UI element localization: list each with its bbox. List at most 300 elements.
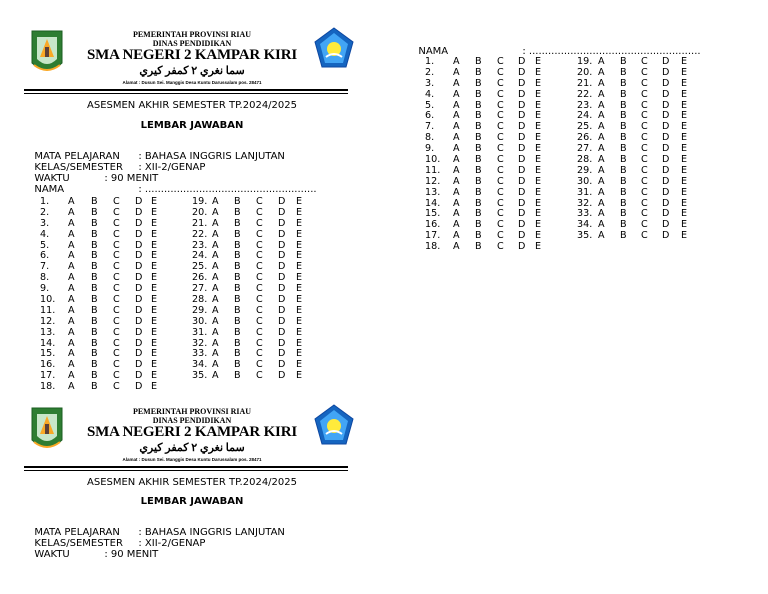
choice-c[interactable]: C bbox=[641, 230, 648, 242]
choice-d[interactable]: D bbox=[662, 175, 670, 187]
choice-a[interactable]: A bbox=[68, 283, 75, 295]
choice-a[interactable]: A bbox=[598, 132, 605, 144]
choice-e[interactable]: E bbox=[681, 99, 688, 111]
choice-b[interactable]: B bbox=[91, 206, 98, 218]
choice-c[interactable]: C bbox=[113, 217, 120, 229]
choice-c[interactable]: C bbox=[641, 110, 648, 122]
choice-a[interactable]: A bbox=[598, 77, 605, 89]
choice-d[interactable]: D bbox=[135, 250, 143, 262]
choice-e[interactable]: E bbox=[151, 261, 158, 273]
choice-d[interactable]: D bbox=[662, 230, 670, 242]
choice-a[interactable]: A bbox=[453, 219, 460, 231]
choice-b[interactable]: B bbox=[620, 197, 627, 209]
choice-c[interactable]: C bbox=[497, 175, 504, 187]
choice-d[interactable]: D bbox=[135, 359, 143, 371]
choice-d[interactable]: D bbox=[278, 250, 286, 262]
choice-d[interactable]: D bbox=[278, 326, 286, 338]
choice-e[interactable]: E bbox=[535, 164, 542, 176]
choice-d[interactable]: D bbox=[278, 283, 286, 295]
choice-d[interactable]: D bbox=[278, 228, 286, 240]
choice-d[interactable]: D bbox=[518, 197, 526, 209]
choice-a[interactable]: A bbox=[212, 359, 219, 371]
choice-c[interactable]: C bbox=[256, 315, 263, 327]
choice-d[interactable]: D bbox=[278, 348, 286, 360]
choice-e[interactable]: E bbox=[535, 56, 542, 67]
choice-d[interactable]: D bbox=[662, 66, 670, 78]
choice-e[interactable]: E bbox=[535, 99, 542, 111]
choice-b[interactable]: B bbox=[475, 132, 482, 144]
choice-b[interactable]: B bbox=[234, 359, 241, 371]
choice-a[interactable]: A bbox=[212, 283, 219, 295]
choice-d[interactable]: D bbox=[518, 66, 526, 78]
choice-d[interactable]: D bbox=[518, 208, 526, 220]
choice-c[interactable]: C bbox=[113, 337, 120, 349]
choice-c[interactable]: C bbox=[641, 77, 648, 89]
choice-d[interactable]: D bbox=[662, 56, 670, 67]
choice-b[interactable]: B bbox=[234, 348, 241, 360]
choice-e[interactable]: E bbox=[535, 175, 542, 187]
choice-b[interactable]: B bbox=[91, 250, 98, 262]
choice-a[interactable]: A bbox=[212, 294, 219, 306]
choice-d[interactable]: D bbox=[278, 359, 286, 371]
choice-e[interactable]: E bbox=[681, 56, 688, 67]
choice-c[interactable]: C bbox=[256, 348, 263, 360]
choice-e[interactable]: E bbox=[151, 206, 158, 218]
choice-b[interactable]: B bbox=[475, 197, 482, 209]
choice-e[interactable]: E bbox=[296, 261, 303, 273]
choice-b[interactable]: B bbox=[234, 228, 241, 240]
choice-a[interactable]: A bbox=[68, 337, 75, 349]
choice-a[interactable]: A bbox=[453, 66, 460, 78]
choice-a[interactable]: A bbox=[598, 121, 605, 133]
choice-a[interactable]: A bbox=[453, 197, 460, 209]
choice-d[interactable]: D bbox=[135, 337, 143, 349]
choice-e[interactable]: E bbox=[296, 272, 303, 284]
choice-c[interactable]: C bbox=[641, 208, 648, 220]
choice-c[interactable]: C bbox=[641, 56, 648, 67]
choice-d[interactable]: D bbox=[662, 99, 670, 111]
choice-e[interactable]: E bbox=[535, 77, 542, 89]
choice-c[interactable]: C bbox=[113, 348, 120, 360]
choice-b[interactable]: B bbox=[475, 88, 482, 100]
choice-e[interactable]: E bbox=[535, 132, 542, 144]
choice-a[interactable]: A bbox=[598, 56, 605, 67]
choice-a[interactable]: A bbox=[598, 99, 605, 111]
choice-a[interactable]: A bbox=[453, 186, 460, 198]
choice-e[interactable]: E bbox=[535, 230, 542, 242]
choice-e[interactable]: E bbox=[535, 197, 542, 209]
choice-c[interactable]: C bbox=[113, 228, 120, 240]
choice-e[interactable]: E bbox=[296, 337, 303, 349]
choice-b[interactable]: B bbox=[620, 99, 627, 111]
choice-c[interactable]: C bbox=[641, 197, 648, 209]
choice-b[interactable]: B bbox=[620, 132, 627, 144]
choice-b[interactable]: B bbox=[620, 208, 627, 220]
choice-b[interactable]: B bbox=[620, 56, 627, 67]
choice-c[interactable]: C bbox=[497, 186, 504, 198]
choice-c[interactable]: C bbox=[256, 217, 263, 229]
choice-d[interactable]: D bbox=[662, 186, 670, 198]
choice-e[interactable]: E bbox=[681, 175, 688, 187]
choice-a[interactable]: A bbox=[598, 88, 605, 100]
choice-c[interactable]: C bbox=[113, 326, 120, 338]
choice-e[interactable]: E bbox=[296, 228, 303, 240]
choice-d[interactable]: D bbox=[518, 77, 526, 89]
choice-d[interactable]: D bbox=[662, 154, 670, 166]
choice-c[interactable]: C bbox=[641, 164, 648, 176]
choice-a[interactable]: A bbox=[453, 88, 460, 100]
choice-d[interactable]: D bbox=[518, 175, 526, 187]
choice-b[interactable]: B bbox=[234, 206, 241, 218]
choice-d[interactable]: D bbox=[518, 219, 526, 231]
choice-b[interactable]: B bbox=[91, 261, 98, 273]
choice-c[interactable]: C bbox=[256, 272, 263, 284]
choice-d[interactable]: D bbox=[278, 272, 286, 284]
choice-e[interactable]: E bbox=[681, 132, 688, 144]
choice-b[interactable]: B bbox=[620, 143, 627, 155]
choice-a[interactable]: A bbox=[598, 186, 605, 198]
choice-c[interactable]: C bbox=[641, 186, 648, 198]
choice-b[interactable]: B bbox=[620, 186, 627, 198]
choice-c[interactable]: C bbox=[256, 261, 263, 273]
choice-e[interactable]: E bbox=[535, 143, 542, 155]
choice-e[interactable]: E bbox=[296, 196, 303, 207]
choice-e[interactable]: E bbox=[151, 272, 158, 284]
choice-c[interactable]: C bbox=[113, 315, 120, 327]
choice-e[interactable]: E bbox=[681, 66, 688, 78]
choice-b[interactable]: B bbox=[234, 196, 241, 207]
choice-a[interactable]: A bbox=[68, 261, 75, 273]
choice-e[interactable]: E bbox=[296, 304, 303, 316]
choice-b[interactable]: B bbox=[620, 88, 627, 100]
choice-a[interactable]: A bbox=[453, 154, 460, 166]
choice-a[interactable]: A bbox=[212, 217, 219, 229]
choice-e[interactable]: E bbox=[296, 206, 303, 218]
choice-c[interactable]: C bbox=[113, 250, 120, 262]
choice-c[interactable]: C bbox=[256, 228, 263, 240]
choice-a[interactable]: A bbox=[212, 239, 219, 251]
choice-c[interactable]: C bbox=[641, 219, 648, 231]
choice-a[interactable]: A bbox=[453, 110, 460, 122]
choice-d[interactable]: D bbox=[135, 239, 143, 251]
choice-c[interactable]: C bbox=[256, 206, 263, 218]
choice-b[interactable]: B bbox=[91, 370, 98, 382]
choice-d[interactable]: D bbox=[135, 217, 143, 229]
choice-e[interactable]: E bbox=[151, 315, 158, 327]
choice-b[interactable]: B bbox=[475, 154, 482, 166]
choice-d[interactable]: D bbox=[135, 370, 143, 382]
choice-b[interactable]: B bbox=[91, 283, 98, 295]
choice-a[interactable]: A bbox=[68, 228, 75, 240]
choice-d[interactable]: D bbox=[662, 197, 670, 209]
choice-e[interactable]: E bbox=[151, 283, 158, 295]
choice-b[interactable]: B bbox=[620, 175, 627, 187]
choice-e[interactable]: E bbox=[151, 381, 158, 393]
choice-c[interactable]: C bbox=[113, 359, 120, 371]
choice-a[interactable]: A bbox=[212, 304, 219, 316]
choice-a[interactable]: A bbox=[68, 359, 75, 371]
choice-e[interactable]: E bbox=[296, 294, 303, 306]
choice-b[interactable]: B bbox=[91, 217, 98, 229]
choice-e[interactable]: E bbox=[296, 326, 303, 338]
choice-d[interactable]: D bbox=[135, 381, 143, 393]
choice-d[interactable]: D bbox=[278, 304, 286, 316]
choice-d[interactable]: D bbox=[518, 154, 526, 166]
choice-e[interactable]: E bbox=[296, 359, 303, 371]
choice-b[interactable]: B bbox=[475, 175, 482, 187]
choice-c[interactable]: C bbox=[641, 121, 648, 133]
choice-e[interactable]: E bbox=[151, 239, 158, 251]
choice-b[interactable]: B bbox=[234, 315, 241, 327]
choice-b[interactable]: B bbox=[475, 66, 482, 78]
choice-a[interactable]: A bbox=[598, 175, 605, 187]
choice-c[interactable]: C bbox=[113, 196, 120, 207]
choice-d[interactable]: D bbox=[518, 56, 526, 67]
choice-c[interactable]: C bbox=[113, 370, 120, 382]
choice-e[interactable]: E bbox=[535, 208, 542, 220]
choice-c[interactable]: C bbox=[497, 110, 504, 122]
choice-b[interactable]: B bbox=[234, 294, 241, 306]
choice-e[interactable]: E bbox=[535, 66, 542, 78]
choice-b[interactable]: B bbox=[475, 121, 482, 133]
choice-a[interactable]: A bbox=[212, 326, 219, 338]
choice-a[interactable]: A bbox=[598, 110, 605, 122]
choice-a[interactable]: A bbox=[212, 228, 219, 240]
choice-c[interactable]: C bbox=[497, 66, 504, 78]
choice-a[interactable]: A bbox=[212, 370, 219, 382]
choice-b[interactable]: B bbox=[620, 164, 627, 176]
choice-d[interactable]: D bbox=[135, 315, 143, 327]
choice-b[interactable]: B bbox=[620, 219, 627, 231]
choice-d[interactable]: D bbox=[278, 337, 286, 349]
choice-e[interactable]: E bbox=[681, 121, 688, 133]
choice-e[interactable]: E bbox=[681, 164, 688, 176]
choice-a[interactable]: A bbox=[68, 381, 75, 393]
choice-b[interactable]: B bbox=[234, 283, 241, 295]
choice-c[interactable]: C bbox=[497, 219, 504, 231]
choice-c[interactable]: C bbox=[497, 208, 504, 220]
choice-b[interactable]: B bbox=[91, 359, 98, 371]
choice-d[interactable]: D bbox=[662, 219, 670, 231]
choice-d[interactable]: D bbox=[135, 326, 143, 338]
choice-e[interactable]: E bbox=[681, 154, 688, 166]
choice-a[interactable]: A bbox=[68, 217, 75, 229]
choice-a[interactable]: A bbox=[598, 197, 605, 209]
choice-a[interactable]: A bbox=[598, 66, 605, 78]
choice-d[interactable]: D bbox=[135, 196, 143, 207]
choice-d[interactable]: D bbox=[662, 132, 670, 144]
choice-b[interactable]: B bbox=[91, 239, 98, 251]
choice-e[interactable]: E bbox=[296, 348, 303, 360]
choice-b[interactable]: B bbox=[91, 294, 98, 306]
choice-e[interactable]: E bbox=[535, 88, 542, 100]
choice-a[interactable]: A bbox=[212, 206, 219, 218]
choice-e[interactable]: E bbox=[535, 241, 542, 253]
choice-a[interactable]: A bbox=[453, 241, 460, 253]
choice-c[interactable]: C bbox=[113, 283, 120, 295]
choice-d[interactable]: D bbox=[662, 143, 670, 155]
choice-c[interactable]: C bbox=[256, 196, 263, 207]
choice-d[interactable]: D bbox=[135, 206, 143, 218]
choice-b[interactable]: B bbox=[91, 272, 98, 284]
choice-a[interactable]: A bbox=[453, 56, 460, 67]
choice-a[interactable]: A bbox=[68, 370, 75, 382]
choice-c[interactable]: C bbox=[113, 206, 120, 218]
choice-a[interactable]: A bbox=[598, 164, 605, 176]
choice-d[interactable]: D bbox=[518, 164, 526, 176]
choice-d[interactable]: D bbox=[518, 132, 526, 144]
choice-e[interactable]: E bbox=[535, 219, 542, 231]
choice-c[interactable]: C bbox=[113, 304, 120, 316]
choice-b[interactable]: B bbox=[620, 230, 627, 242]
choice-c[interactable]: C bbox=[113, 294, 120, 306]
choice-b[interactable]: B bbox=[234, 217, 241, 229]
choice-a[interactable]: A bbox=[598, 143, 605, 155]
choice-b[interactable]: B bbox=[620, 121, 627, 133]
choice-a[interactable]: A bbox=[453, 164, 460, 176]
choice-a[interactable]: A bbox=[68, 348, 75, 360]
choice-b[interactable]: B bbox=[91, 196, 98, 207]
choice-e[interactable]: E bbox=[681, 143, 688, 155]
choice-c[interactable]: C bbox=[497, 99, 504, 111]
choice-b[interactable]: B bbox=[234, 370, 241, 382]
choice-d[interactable]: D bbox=[518, 241, 526, 253]
choice-c[interactable]: C bbox=[497, 121, 504, 133]
choice-d[interactable]: D bbox=[278, 196, 286, 207]
choice-a[interactable]: A bbox=[598, 219, 605, 231]
choice-b[interactable]: B bbox=[620, 66, 627, 78]
choice-c[interactable]: C bbox=[641, 88, 648, 100]
choice-a[interactable]: A bbox=[453, 175, 460, 187]
choice-e[interactable]: E bbox=[296, 250, 303, 262]
choice-b[interactable]: B bbox=[91, 326, 98, 338]
choice-a[interactable]: A bbox=[212, 337, 219, 349]
choice-e[interactable]: E bbox=[151, 370, 158, 382]
choice-a[interactable]: A bbox=[598, 208, 605, 220]
choice-e[interactable]: E bbox=[151, 304, 158, 316]
choice-c[interactable]: C bbox=[256, 294, 263, 306]
choice-d[interactable]: D bbox=[662, 164, 670, 176]
choice-a[interactable]: A bbox=[453, 132, 460, 144]
choice-a[interactable]: A bbox=[68, 294, 75, 306]
choice-c[interactable]: C bbox=[497, 56, 504, 67]
choice-c[interactable]: C bbox=[641, 143, 648, 155]
choice-e[interactable]: E bbox=[535, 121, 542, 133]
choice-b[interactable]: B bbox=[91, 315, 98, 327]
choice-b[interactable]: B bbox=[620, 110, 627, 122]
choice-c[interactable]: C bbox=[497, 241, 504, 253]
choice-b[interactable]: B bbox=[475, 99, 482, 111]
choice-c[interactable]: C bbox=[497, 88, 504, 100]
choice-a[interactable]: A bbox=[68, 250, 75, 262]
choice-e[interactable]: E bbox=[296, 370, 303, 382]
choice-d[interactable]: D bbox=[135, 294, 143, 306]
choice-c[interactable]: C bbox=[113, 261, 120, 273]
choice-c[interactable]: C bbox=[641, 175, 648, 187]
choice-b[interactable]: B bbox=[234, 250, 241, 262]
choice-b[interactable]: B bbox=[475, 230, 482, 242]
choice-c[interactable]: C bbox=[256, 283, 263, 295]
choice-d[interactable]: D bbox=[278, 217, 286, 229]
choice-b[interactable]: B bbox=[234, 239, 241, 251]
choice-c[interactable]: C bbox=[641, 154, 648, 166]
choice-b[interactable]: B bbox=[620, 154, 627, 166]
choice-e[interactable]: E bbox=[151, 217, 158, 229]
choice-e[interactable]: E bbox=[151, 359, 158, 371]
choice-e[interactable]: E bbox=[296, 239, 303, 251]
choice-d[interactable]: D bbox=[518, 99, 526, 111]
choice-e[interactable]: E bbox=[535, 110, 542, 122]
choice-c[interactable]: C bbox=[641, 99, 648, 111]
choice-c[interactable]: C bbox=[641, 66, 648, 78]
choice-c[interactable]: C bbox=[256, 239, 263, 251]
choice-b[interactable]: B bbox=[234, 272, 241, 284]
choice-a[interactable]: A bbox=[68, 206, 75, 218]
choice-a[interactable]: A bbox=[598, 230, 605, 242]
choice-e[interactable]: E bbox=[296, 315, 303, 327]
choice-a[interactable]: A bbox=[68, 239, 75, 251]
choice-a[interactable]: A bbox=[212, 272, 219, 284]
choice-d[interactable]: D bbox=[135, 261, 143, 273]
choice-e[interactable]: E bbox=[296, 217, 303, 229]
choice-d[interactable]: D bbox=[135, 283, 143, 295]
choice-c[interactable]: C bbox=[113, 272, 120, 284]
choice-e[interactable]: E bbox=[296, 283, 303, 295]
choice-e[interactable]: E bbox=[151, 294, 158, 306]
choice-d[interactable]: D bbox=[278, 239, 286, 251]
choice-a[interactable]: A bbox=[212, 196, 219, 207]
choice-e[interactable]: E bbox=[151, 228, 158, 240]
choice-c[interactable]: C bbox=[497, 230, 504, 242]
choice-b[interactable]: B bbox=[91, 304, 98, 316]
choice-b[interactable]: B bbox=[91, 228, 98, 240]
choice-e[interactable]: E bbox=[151, 337, 158, 349]
choice-a[interactable]: A bbox=[212, 315, 219, 327]
choice-b[interactable]: B bbox=[234, 261, 241, 273]
choice-d[interactable]: D bbox=[518, 88, 526, 100]
choice-c[interactable]: C bbox=[497, 154, 504, 166]
choice-c[interactable]: C bbox=[256, 304, 263, 316]
choice-a[interactable]: A bbox=[68, 304, 75, 316]
choice-a[interactable]: A bbox=[68, 315, 75, 327]
choice-d[interactable]: D bbox=[662, 208, 670, 220]
choice-d[interactable]: D bbox=[278, 261, 286, 273]
choice-e[interactable]: E bbox=[681, 88, 688, 100]
choice-d[interactable]: D bbox=[518, 230, 526, 242]
choice-e[interactable]: E bbox=[681, 208, 688, 220]
choice-b[interactable]: B bbox=[475, 208, 482, 220]
choice-d[interactable]: D bbox=[662, 110, 670, 122]
choice-e[interactable]: E bbox=[681, 219, 688, 231]
choice-e[interactable]: E bbox=[151, 348, 158, 360]
choice-e[interactable]: E bbox=[681, 186, 688, 198]
choice-a[interactable]: A bbox=[212, 261, 219, 273]
choice-c[interactable]: C bbox=[113, 381, 120, 393]
choice-c[interactable]: C bbox=[256, 326, 263, 338]
choice-e[interactable]: E bbox=[681, 110, 688, 122]
choice-b[interactable]: B bbox=[234, 337, 241, 349]
choice-c[interactable]: C bbox=[497, 132, 504, 144]
choice-a[interactable]: A bbox=[68, 272, 75, 284]
choice-b[interactable]: B bbox=[91, 348, 98, 360]
choice-e[interactable]: E bbox=[151, 196, 158, 207]
choice-a[interactable]: A bbox=[453, 99, 460, 111]
choice-d[interactable]: D bbox=[278, 315, 286, 327]
choice-a[interactable]: A bbox=[598, 154, 605, 166]
choice-d[interactable]: D bbox=[135, 348, 143, 360]
choice-b[interactable]: B bbox=[234, 304, 241, 316]
choice-c[interactable]: C bbox=[256, 337, 263, 349]
